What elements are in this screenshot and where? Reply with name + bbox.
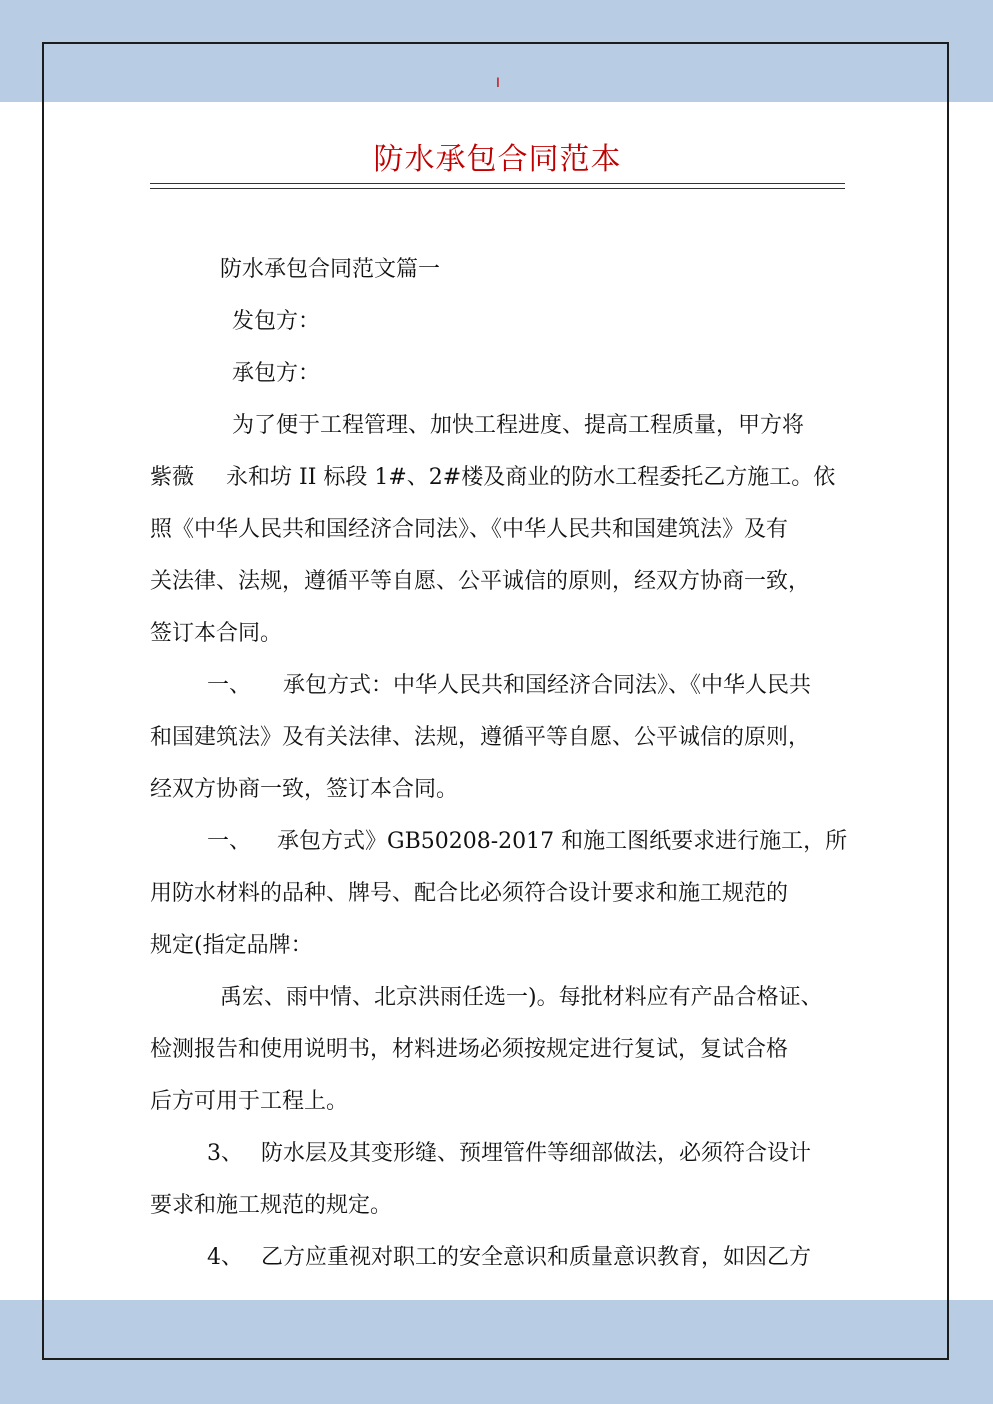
- document-title: 防水承包合同范本: [373, 142, 622, 177]
- paragraph-line: 关法律、法规，遵循平等自愿、公平诚信的原则，经双方协商一致，: [150, 569, 811, 594]
- clause-text: 承包方式：中华人民共和国经济合同法》、《中华人民共: [283, 673, 812, 698]
- clause-line: 规定(指定品牌：: [150, 933, 313, 958]
- clause-text: 乙方应重视对职工的安全意识和质量意识教育，如因乙方: [261, 1245, 812, 1270]
- section-heading: 防水承包合同范文篇一: [220, 257, 441, 282]
- clause-number: 一、: [207, 673, 252, 698]
- title-underline: [150, 183, 845, 184]
- clause-number: 一、: [207, 829, 252, 854]
- clause-line: [207, 827, 907, 857]
- clause-text: 承包方式》GB50208-2017 和施工图纸要求进行施工，所: [277, 829, 848, 854]
- party-b-line: 承包方：: [232, 361, 321, 386]
- title-underline-double: [150, 188, 845, 189]
- clause-line: 禹宏、雨中情、北京洪雨任选一)。每批材料应有产品合格证、: [220, 985, 823, 1010]
- clause-line: 后方可用于工程上。: [150, 1089, 349, 1114]
- paragraph-text: 永和坊 II 标段 1#、2#楼及商业的防水工程委托乙方施工。依: [226, 465, 836, 490]
- paragraph-line: 签订本合同。: [150, 621, 283, 646]
- clause-line: 要求和施工规范的规定。: [150, 1193, 393, 1218]
- clause-number: 3、: [207, 1141, 243, 1166]
- clause-text: 防水层及其变形缝、预埋管件等细部做法，必须符合设计: [261, 1141, 812, 1166]
- header-mark: I: [496, 74, 500, 90]
- paragraph-line: 照《中华人民共和国经济合同法》、《中华人民共和国建筑法》及有: [150, 517, 789, 542]
- clause-line: [207, 1139, 907, 1169]
- paragraph-line: 为了便于工程管理、加快工程进度、提高工程质量，甲方将: [232, 413, 805, 438]
- clause-line: [207, 1243, 907, 1273]
- clause-line: [207, 671, 907, 701]
- clause-number: 4、: [207, 1245, 243, 1270]
- clause-line: 检测报告和使用说明书，材料进场必须按规定进行复试，复试合格: [150, 1037, 789, 1062]
- paragraph-text: 紫薇: [150, 465, 195, 490]
- party-a-line: 发包方：: [232, 309, 321, 334]
- paragraph-line: [150, 463, 850, 493]
- clause-line: 和国建筑法》及有关法律、法规，遵循平等自愿、公平诚信的原则，: [150, 725, 811, 750]
- clause-line: 经双方协商一致，签订本合同。: [150, 777, 459, 802]
- clause-line: 用防水材料的品种、牌号、配合比必须符合设计要求和施工规范的: [150, 881, 789, 906]
